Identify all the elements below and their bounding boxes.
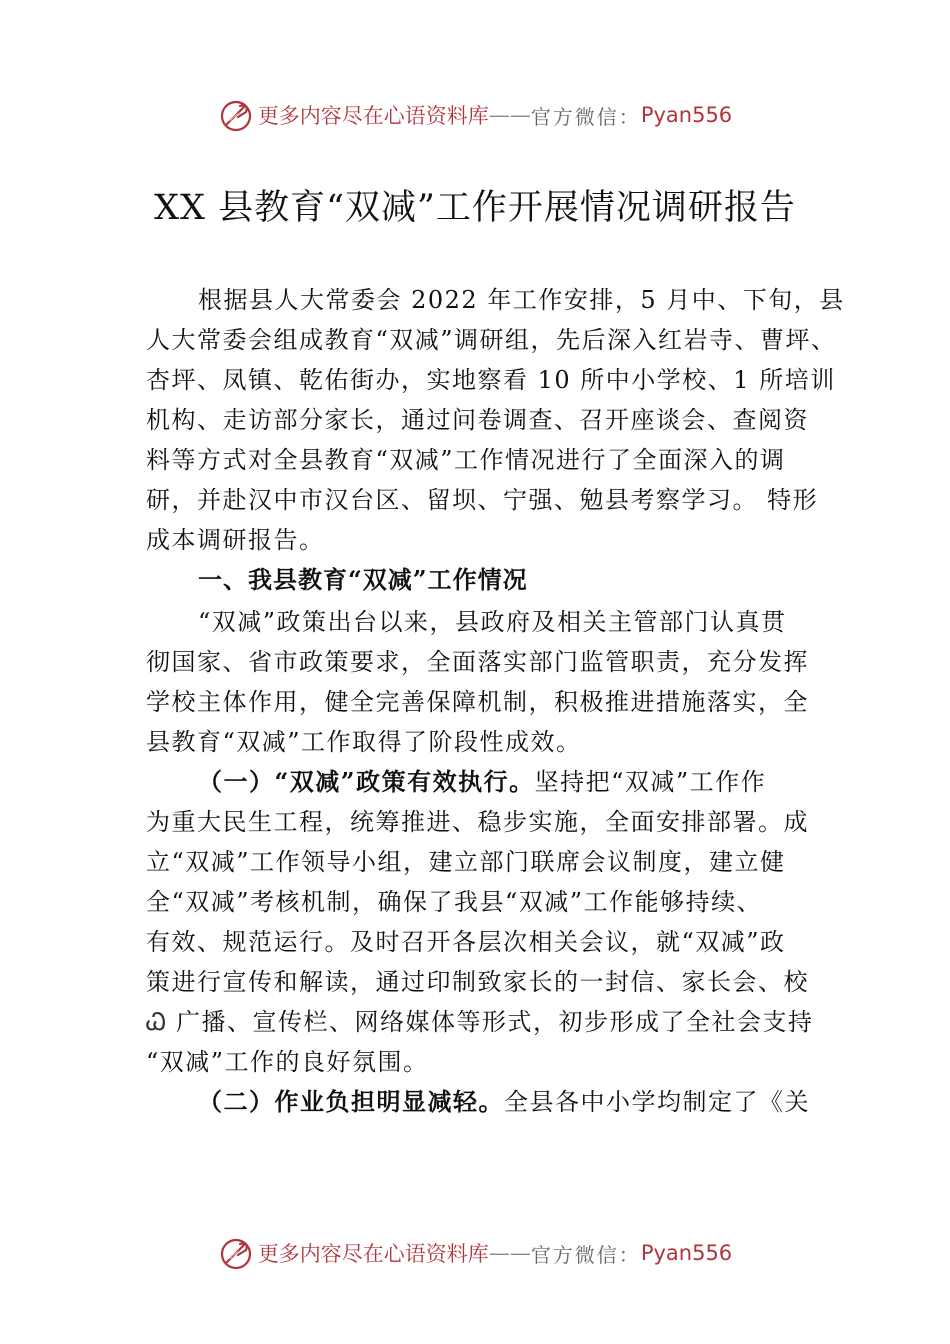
subsection1-text: 广播、宣传栏、网络媒体等形式，初步形成了全社会支持 — [176, 1008, 814, 1036]
subsection2-first-line — [198, 1084, 818, 1120]
subsection1-line: 为重大民生工程，统筹推进、稳步实施，全面安排部署。成 — [146, 808, 809, 836]
watermark-site-name: 更多内容尽在心语资料库 — [257, 104, 489, 128]
subsection1-line-with-glyph — [146, 1004, 816, 1040]
footer-watermark — [0, 1233, 950, 1273]
intro-line: 人大常委会组成教育“双减”调研组，先后深入红岩寺、曹坪、 — [146, 326, 837, 354]
intro-line: 研，并赴汉中市汉台区、留坝、宁强、勉县考察学习。 特形 — [146, 486, 819, 514]
intro-line: 机构、走访部分家长，通过问卷调查、召开座谈会、查阅资 — [146, 406, 809, 434]
subsection1-line: “双减”工作的良好氛围。 — [146, 1048, 429, 1076]
section1-line: 彻国家、省市政策要求，全面落实部门监管职责，充分发挥 — [146, 648, 809, 676]
intro-line: 杏坪、凤镇、乾佑街办，实地察看 10 所中小学校、1 所培训 — [146, 366, 836, 394]
watermark-wechat-label: 官方微信： — [530, 1242, 641, 1267]
watermark-site-name: 更多内容尽在心语资料库 — [257, 1242, 489, 1266]
intro-line: 根据县人大常委会 2022 年工作安排，5 月中、下旬，县 — [198, 286, 845, 314]
watermark-wechat-id: Pyan556 — [640, 1241, 733, 1265]
document-title: XX 县教育“双减”工作开展情况调研报告 — [154, 188, 796, 228]
quill-logo-icon — [218, 1235, 254, 1271]
section1-line: “双减”政策出台以来，县政府及相关主管部门认真贯 — [198, 608, 787, 636]
section-heading: 一、我县教育“双减”工作情况 — [198, 565, 528, 594]
subsection2-heading: （二）作业负担明显减轻。 — [198, 1087, 504, 1116]
intro-line: 料等方式对全县教育“双减”工作情况进行了全面深入的调 — [146, 446, 786, 474]
subsection1-text: 坚持把“双减”工作作 — [534, 768, 767, 796]
subsection1-line: 有效、规范运行。及时召开各层次相关会议，就“双减”政 — [146, 928, 786, 956]
subsection1-line: 策进行宣传和解读，通过印制致家长的一封信、家长会、校 — [146, 968, 809, 996]
section1-line: 县教育“双减”工作取得了阶段性成效。 — [146, 728, 582, 756]
header-watermark — [0, 95, 950, 135]
intro-line: 成本调研报告。 — [146, 526, 325, 554]
subsection1-line: 全“双减”考核机制，确保了我县“双减”工作能够持续、 — [146, 888, 763, 916]
subsection1-line: 立“双减”工作领导小组，建立部门联席会议制度，建立健 — [146, 848, 786, 876]
subsection1-heading: （一）“双减”政策有效执行。 — [198, 767, 535, 796]
section1-line: 学校主体作用，健全完善保障机制，积极推进措施落实，全 — [146, 688, 809, 716]
watermark-dash: —— — [488, 103, 531, 127]
subsection1-first-line — [198, 764, 818, 800]
watermark-wechat-id: Pyan556 — [640, 103, 733, 127]
garbled-glyph: Ꮗ — [146, 1008, 168, 1036]
watermark-wechat-label: 官方微信： — [530, 104, 641, 129]
watermark-dash: —— — [488, 1241, 531, 1265]
quill-logo-icon — [218, 97, 254, 133]
subsection2-text: 全县各中小学均制定了《关 — [504, 1088, 810, 1116]
